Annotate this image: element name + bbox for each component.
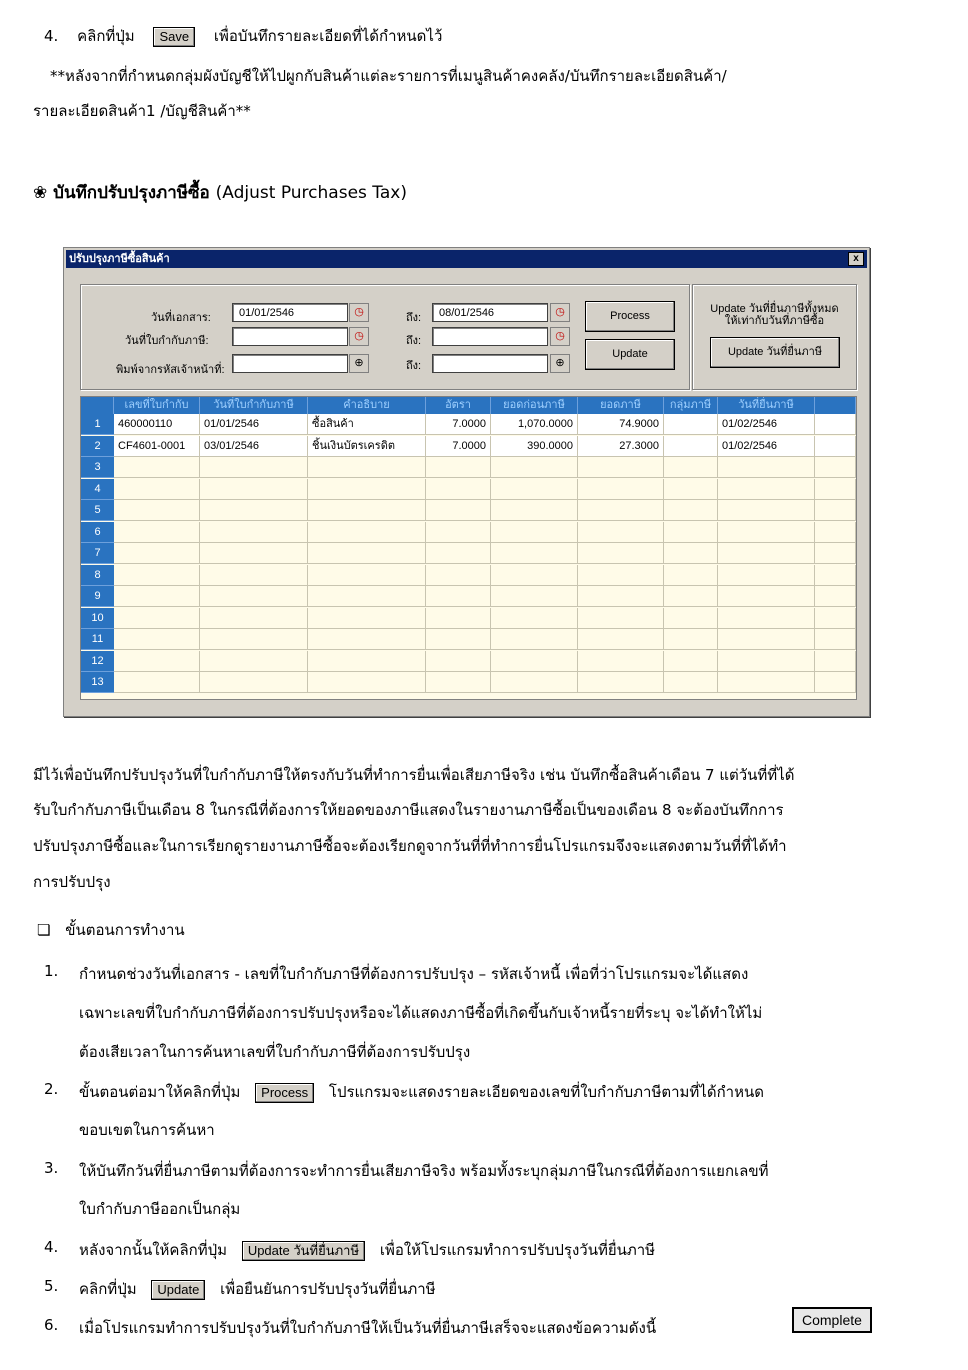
cell-description[interactable]: ชิ้นเงินบัตรเครดิต [308, 436, 426, 457]
close-icon[interactable]: x [848, 252, 864, 266]
tax-date-to-input[interactable] [432, 327, 548, 346]
cell-filing-date[interactable] [718, 629, 815, 650]
cell-rate[interactable] [426, 586, 491, 607]
header-description: คำอธิบาย [308, 397, 426, 414]
cell-tax-group[interactable] [664, 672, 718, 693]
row-number: 11 [81, 629, 114, 650]
step-4-line [79, 1238, 655, 1262]
cell-amount-before-tax[interactable] [491, 651, 578, 672]
step-5-line [79, 1277, 436, 1301]
cell-filing-date[interactable] [718, 479, 815, 500]
to-label: ถึง: [406, 335, 422, 347]
cell-invoice-date[interactable] [200, 522, 308, 543]
flower-bullet-icon: ❀ [33, 183, 48, 203]
cell-filler[interactable] [815, 414, 856, 435]
row-number: 1 [81, 414, 114, 435]
process-button-image: Process [255, 1083, 314, 1103]
cell-tax-amount[interactable] [578, 500, 664, 521]
cell-invoice-no[interactable]: CF4601-0001 [114, 436, 200, 457]
header-rate: อัตรา [426, 397, 491, 414]
cell-filing-date[interactable] [718, 672, 815, 693]
row-number: 12 [81, 651, 114, 672]
cell-filler[interactable] [815, 565, 856, 586]
description-line-1: มีไว้เพื่อบันทึกปรับปรุงวันที่ใบกำกับภาษีให้ตรงกับวันที่ทำการยื่นเพื่อเสียภาษีจริง เช่น บันทึกซื้อสินค้าเดือน 7 แต่วันที่ที่ได้ [33, 766, 795, 784]
step-text: เพื่อยืนยันการปรับปรุงวันที่ยื่นภาษี [220, 1280, 436, 1298]
row-number: 7 [81, 543, 114, 564]
step-text: ขั้นตอนต่อมาให้คลิกที่ปุ่ม [79, 1083, 241, 1101]
cell-amount-before-tax[interactable] [491, 629, 578, 650]
header-invoice-date: วันที่ใบกำกับภาษี [200, 397, 308, 414]
cell-tax-group[interactable] [664, 522, 718, 543]
window-titlebar [66, 250, 867, 268]
cell-tax-amount[interactable] [578, 522, 664, 543]
step-number: 4. [44, 27, 59, 45]
row-number: 13 [81, 672, 114, 693]
cell-tax-group[interactable] [664, 500, 718, 521]
row-number: 3 [81, 457, 114, 478]
cell-filing-date[interactable] [718, 543, 815, 564]
cell-invoice-date[interactable] [200, 586, 308, 607]
row-number: 8 [81, 565, 114, 586]
cell-amount-before-tax[interactable] [491, 500, 578, 521]
cell-tax-group[interactable] [664, 436, 718, 457]
cell-amount-before-tax[interactable]: 390.0000 [491, 436, 578, 457]
clock-icon[interactable]: ◷ [550, 327, 570, 346]
cell-filler[interactable] [815, 629, 856, 650]
cell-tax-group[interactable] [664, 414, 718, 435]
row-number: 10 [81, 608, 114, 629]
step-text: คลิกที่ปุ่ม [79, 1280, 137, 1298]
cell-invoice-date[interactable] [200, 672, 308, 693]
cell-invoice-date[interactable] [200, 651, 308, 672]
section-heading [33, 179, 407, 206]
cell-tax-amount[interactable] [578, 586, 664, 607]
cell-rate[interactable] [426, 543, 491, 564]
header-filler [815, 397, 856, 414]
steps-header [37, 918, 185, 942]
cell-filler[interactable] [815, 436, 856, 457]
cell-amount-before-tax[interactable] [491, 457, 578, 478]
step-1-line-3: ต้องเสียเวลาในการค้นหาเลขที่ใบกำกับภาษีที่ต้องการปรับปรุง [79, 1043, 471, 1061]
cell-tax-amount[interactable]: 74.9000 [578, 414, 664, 435]
cell-invoice-date[interactable] [200, 457, 308, 478]
row-number: 9 [81, 586, 114, 607]
cell-filler[interactable] [815, 500, 856, 521]
section-title-en: (Adjust Purchases Tax) [215, 183, 407, 203]
cell-rate[interactable] [426, 522, 491, 543]
to-label: ถึง: [406, 312, 422, 324]
checkbox-bullet-icon: ❏ [37, 921, 51, 939]
cell-filler[interactable] [815, 651, 856, 672]
clock-icon[interactable]: ◷ [349, 327, 369, 346]
cell-amount-before-tax[interactable] [491, 608, 578, 629]
process-button[interactable]: Process [585, 301, 675, 332]
cell-filing-date[interactable] [718, 500, 815, 521]
step-text: เพื่อให้โปรแกรมทำการปรับปรุงวันที่ยื่นภาษี [379, 1241, 656, 1259]
creditor-from-input[interactable] [232, 354, 348, 373]
doc-date-label: วันที่เอกสาร: [151, 312, 211, 324]
header-invoice-no: เลขที่ใบกำกับ [114, 397, 200, 414]
save-button-image: Save [153, 27, 195, 47]
cell-filler[interactable] [815, 522, 856, 543]
cell-filing-date[interactable] [718, 457, 815, 478]
cell-amount-before-tax[interactable] [491, 672, 578, 693]
cell-tax-group[interactable] [664, 543, 718, 564]
step-5-num: 5. [44, 1277, 59, 1295]
doc-date-to-input[interactable]: 08/01/2546 [432, 303, 548, 322]
step-1-line-2: เฉพาะเลขที่ใบกำกับภาษีที่ต้องการปรับปรุงหรือจะได้แสดงภาษีซื้อที่เกิดขึ้นกับเจ้าหนี้รายที่ระบุ จะได้ทำให้ไม่ [79, 1004, 763, 1022]
step-text: เพื่อบันทึกรายละเอียดที่ได้กำหนดไว้ [213, 27, 443, 45]
cell-rate[interactable]: 7.0000 [426, 414, 491, 435]
doc-date-from-input[interactable]: 01/01/2546 [232, 303, 348, 322]
cell-amount-before-tax[interactable] [491, 522, 578, 543]
cell-amount-before-tax[interactable] [491, 479, 578, 500]
step-text: คลิกที่ปุ่ม [77, 27, 135, 45]
cell-invoice-date[interactable] [200, 565, 308, 586]
header-tax-amount: ยอดภาษี [578, 397, 664, 414]
cell-rate[interactable] [426, 500, 491, 521]
cell-invoice-no[interactable]: 460000110 [114, 414, 200, 435]
cell-tax-group[interactable] [664, 586, 718, 607]
update-filing-button-image: Update วันที่ยื่นภาษี [242, 1241, 365, 1261]
row-number: 5 [81, 500, 114, 521]
cell-amount-before-tax[interactable]: 1,070.0000 [491, 414, 578, 435]
header-tax-group: กลุ่มภาษี [664, 397, 718, 414]
grid-corner [81, 397, 114, 414]
cell-filler[interactable] [815, 672, 856, 693]
cell-tax-group[interactable] [664, 457, 718, 478]
cell-rate[interactable] [426, 608, 491, 629]
cell-amount-before-tax[interactable] [491, 543, 578, 564]
cell-description[interactable]: ซื้อสินค้า [308, 414, 426, 435]
cell-tax-amount[interactable] [578, 608, 664, 629]
cell-description[interactable] [308, 500, 426, 521]
header-amount-before-tax: ยอดก่อนภาษี [491, 397, 578, 414]
creditor-to-input[interactable] [432, 354, 548, 373]
search-icon[interactable]: ⊕ [550, 354, 570, 373]
cell-description[interactable] [308, 608, 426, 629]
step-2-line-2: ขอบเขตในการค้นหา [79, 1121, 215, 1139]
cell-description[interactable] [308, 522, 426, 543]
cell-filler[interactable] [815, 608, 856, 629]
cell-description[interactable] [308, 672, 426, 693]
cell-invoice-no[interactable] [114, 543, 200, 564]
cell-invoice-no[interactable] [114, 479, 200, 500]
step-text: หลังจากนั้นให้คลิกที่ปุ่ม [79, 1241, 228, 1259]
cell-description[interactable] [308, 479, 426, 500]
cell-rate[interactable]: 7.0000 [426, 436, 491, 457]
row-number: 6 [81, 522, 114, 543]
cell-invoice-date[interactable] [200, 479, 308, 500]
description-line-4: การปรับปรุง [33, 873, 111, 891]
step-3-line-2: ใบกำกับภาษีออกเป็นกลุ่ม [79, 1200, 241, 1218]
step-6-num: 6. [44, 1316, 59, 1334]
search-icon[interactable]: ⊕ [349, 354, 369, 373]
cell-amount-before-tax[interactable] [491, 565, 578, 586]
cell-filing-date[interactable]: 01/02/2546 [718, 414, 815, 435]
cell-description[interactable] [308, 565, 426, 586]
description-line-3: ปรับปรุงภาษีซื้อและในการเรียกดูรายงานภาษีซื้อจะต้องเรียกดูจากวันที่ที่ทำการยื่นโปรแกรมจึงจะแสดงตามวันที่ที่ได้ทำ [33, 837, 787, 855]
cell-filing-date[interactable]: 01/02/2546 [718, 436, 815, 457]
cell-invoice-date[interactable] [200, 543, 308, 564]
cell-invoice-no[interactable] [114, 500, 200, 521]
intro-step-4 [44, 24, 442, 48]
cell-description[interactable] [308, 651, 426, 672]
cell-filing-date[interactable] [718, 608, 815, 629]
cell-tax-amount[interactable] [578, 543, 664, 564]
cell-description[interactable] [308, 457, 426, 478]
step-2-line-1 [79, 1080, 764, 1104]
cell-tax-group[interactable] [664, 608, 718, 629]
cell-invoice-no[interactable] [114, 608, 200, 629]
adjust-purchase-tax-window [63, 247, 870, 717]
to-label: ถึง: [406, 360, 422, 372]
update-filing-date-button[interactable]: Update วันที่ยื่นภาษี [710, 337, 840, 368]
cell-invoice-no[interactable] [114, 457, 200, 478]
steps-header-text: ขั้นตอนการทำงาน [65, 921, 185, 939]
step-6-text: เมื่อโปรแกรมทำการปรับปรุงวันที่ใบกำกับภาษีให้เป็นวันที่ยื่นภาษีเสร็จจะแสดงข้อความดังนี้ [79, 1319, 657, 1337]
cell-filing-date[interactable] [718, 565, 815, 586]
update-button[interactable]: Update [585, 339, 675, 370]
right-panel-text-2: ให้เท่ากับวันที่ภาษีซื้อ [724, 315, 825, 327]
cell-tax-amount[interactable] [578, 457, 664, 478]
complete-message-image [792, 1307, 872, 1333]
cell-invoice-no[interactable] [114, 651, 200, 672]
cell-filler[interactable] [815, 543, 856, 564]
cell-rate[interactable] [426, 672, 491, 693]
cell-invoice-date[interactable]: 01/01/2546 [200, 414, 308, 435]
cell-rate[interactable] [426, 565, 491, 586]
cell-rate[interactable] [426, 457, 491, 478]
cell-invoice-no[interactable] [114, 586, 200, 607]
row-number: 4 [81, 479, 114, 500]
update-button-image: Update [151, 1280, 205, 1300]
step-4-num: 4. [44, 1238, 59, 1256]
clock-icon[interactable]: ◷ [349, 303, 369, 322]
cell-tax-amount[interactable] [578, 629, 664, 650]
creditor-label: พิมพ์จากรหัสเจ้าหน้าที่: [116, 364, 225, 376]
cell-invoice-no[interactable] [114, 565, 200, 586]
tax-date-from-input[interactable] [232, 327, 348, 346]
step-3-line-1: ให้บันทึกวันที่ยื่นภาษีตามที่ต้องการจะทำการยื่นเสียภาษีจริง พร้อมทั้งระบุกลุ่มภาษีในกรณีที่ต้องการแยกเลขที่ [79, 1162, 769, 1180]
cell-rate[interactable] [426, 479, 491, 500]
cell-description[interactable] [308, 629, 426, 650]
cell-invoice-no[interactable] [114, 522, 200, 543]
cell-tax-group[interactable] [664, 651, 718, 672]
complete-label: Complete [792, 1307, 872, 1333]
description-line-2: รับใบกำกับภาษีเป็นเดือน 8 ในกรณีที่ต้องการให้ยอดของภาษีแสดงในรายงานภาษีซื้อเป็นของเดือน 8 จะต้องบันทึกการ [33, 801, 784, 819]
step-text: โปรแกรมจะแสดงรายละเอียดของเลขที่ใบกำกับภาษีตามที่ได้กำหนด [328, 1083, 764, 1101]
cell-description[interactable] [308, 586, 426, 607]
section-title-th: บันทึกปรับปรุงภาษีซื้อ [53, 183, 210, 203]
cell-invoice-no[interactable] [114, 629, 200, 650]
clock-icon[interactable]: ◷ [550, 303, 570, 322]
cell-amount-before-tax[interactable] [491, 586, 578, 607]
cell-invoice-date[interactable] [200, 608, 308, 629]
cell-tax-group[interactable] [664, 565, 718, 586]
cell-filing-date[interactable] [718, 586, 815, 607]
cell-filler[interactable] [815, 457, 856, 478]
cell-filler[interactable] [815, 479, 856, 500]
cell-tax-amount[interactable] [578, 672, 664, 693]
note-line-1: **หลังจากที่กำหนดกลุ่มผังบัญชีให้ไปผูกกับสินค้าแต่ละรายการที่เมนูสินค้าคงคลัง/บันทึกรายละเอียดสินค้า/ [50, 67, 727, 85]
step-1-line-1: กำหนดช่วงวันที่เอกสาร - เลขที่ใบกำกับภาษีที่ต้องการปรับปรุง – รหัสเจ้าหนี้ เพื่อที่ว่าโปรแกรมจะได้แสดง [79, 965, 749, 983]
note-line-2: รายละเอียดสินค้า1 /บัญชีสินค้า** [33, 102, 251, 120]
cell-rate[interactable] [426, 629, 491, 650]
tax-grid [80, 396, 857, 700]
header-filing-date: วันที่ยื่นภาษี [718, 397, 815, 414]
step-2-num: 2. [44, 1080, 59, 1098]
cell-tax-amount[interactable] [578, 651, 664, 672]
step-3-num: 3. [44, 1159, 59, 1177]
right-panel-text-1: Update วันที่ยื่นภาษีทั้งหมด [710, 303, 839, 315]
tax-date-label: วันที่ใบกำกับภาษี: [125, 335, 209, 347]
cell-invoice-date[interactable] [200, 500, 308, 521]
cell-description[interactable] [308, 543, 426, 564]
step-1-num: 1. [44, 962, 59, 980]
cell-filler[interactable] [815, 586, 856, 607]
cell-invoice-date[interactable] [200, 629, 308, 650]
cell-tax-group[interactable] [664, 629, 718, 650]
cell-invoice-no[interactable] [114, 672, 200, 693]
window-title: ปรับปรุงภาษีซื้อสินค้า [69, 253, 170, 265]
cell-tax-amount[interactable] [578, 565, 664, 586]
row-number: 2 [81, 436, 114, 457]
cell-invoice-date[interactable]: 03/01/2546 [200, 436, 308, 457]
cell-filing-date[interactable] [718, 651, 815, 672]
cell-tax-amount[interactable] [578, 479, 664, 500]
cell-filing-date[interactable] [718, 522, 815, 543]
cell-tax-group[interactable] [664, 479, 718, 500]
cell-tax-amount[interactable]: 27.3000 [578, 436, 664, 457]
cell-rate[interactable] [426, 651, 491, 672]
